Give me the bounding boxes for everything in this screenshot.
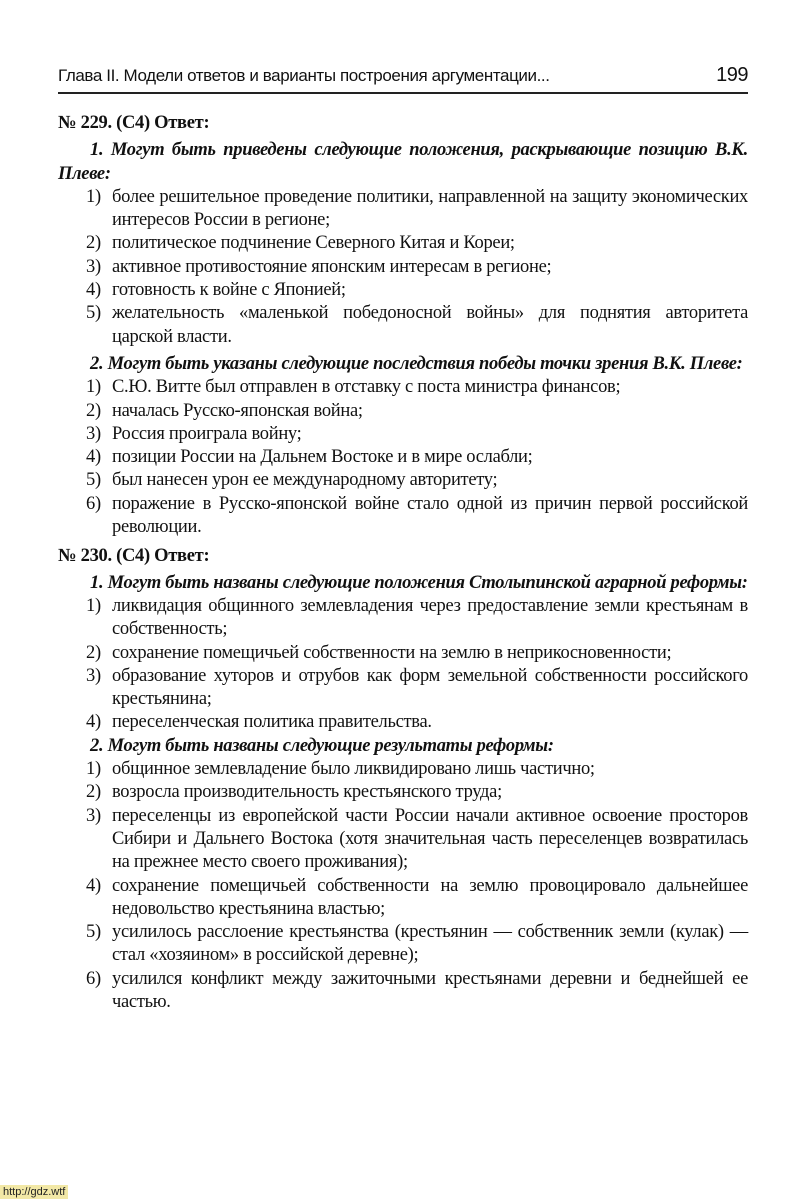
list-item-number: 5) <box>86 922 101 943</box>
list-item-number: 6) <box>86 493 101 514</box>
list-item-number: 2) <box>86 642 101 663</box>
list-item-number: 1) <box>86 377 101 398</box>
list-item-text: позиции России на Дальнем Востоке и в мире ослабли; <box>112 447 533 468</box>
list-item <box>58 711 748 734</box>
list-item-number: 3) <box>86 805 101 826</box>
list-item <box>58 376 748 399</box>
list-item-number: 3) <box>86 256 101 277</box>
chapter-title: Глава II. Модели ответов и варианты построения аргументации... <box>58 66 550 85</box>
list-item-text: сохранение помещичьей собственности на землю в неприкосновенности; <box>112 642 672 663</box>
list-item-number: 1) <box>86 595 101 616</box>
list-item <box>58 302 748 349</box>
list-item-text: переселенческая политика правительства. <box>112 712 432 733</box>
list-item-text: готовность к войне с Японией; <box>112 280 346 301</box>
list-item <box>58 758 748 781</box>
list-item <box>58 781 748 804</box>
list-item-text: Россия проиграла войну; <box>112 423 302 444</box>
part-intro: 2. Могут быть названы следующие результаты реформы: <box>90 735 554 756</box>
list-item-number: 3) <box>86 423 101 444</box>
list-item-text: политическое подчинение Северного Китая и Кореи; <box>112 233 515 254</box>
section-title: № 230. (С4) Ответ: <box>58 546 210 567</box>
list-item <box>58 875 748 922</box>
list-item <box>58 595 748 642</box>
list-item-number: 2) <box>86 233 101 254</box>
page-header <box>58 64 748 94</box>
list-item-text: общинное землевладение было ликвидировано лишь частично; <box>112 759 595 780</box>
answer-list <box>58 758 748 1014</box>
list-item-number: 4) <box>86 875 101 896</box>
list-item-text: переселенцы из европейской части России начали активное освоение просторов Сибири и Дальнего Востока (хотя значительная часть переселенцев возвратилась на прежнее место своего проживания); <box>112 805 748 873</box>
section-title: № 229. (С4) Ответ: <box>58 113 210 133</box>
part-intro: 1. Могут быть названы следующие положения Столыпинской аграрной реформы: <box>90 572 748 593</box>
answer-list <box>58 186 748 349</box>
list-item-number: 6) <box>86 968 101 989</box>
list-item-text: ликвидация общинного землевладения через предоставление земли крестьянам в собственность; <box>112 595 748 640</box>
list-item <box>58 256 748 279</box>
list-item <box>58 423 748 446</box>
part-intro: 1. Могут быть приведены следующие положения, раскрывающие позицию В.К. Плеве: <box>58 140 748 184</box>
list-item <box>58 446 748 469</box>
list-item-number: 3) <box>86 665 101 686</box>
answer-list <box>58 595 748 735</box>
list-item <box>58 232 748 255</box>
list-item-number: 4) <box>86 280 101 301</box>
list-item <box>58 186 748 233</box>
list-item <box>58 400 748 423</box>
list-item <box>58 921 748 968</box>
list-item-number: 5) <box>86 470 101 491</box>
list-item-text: желательность «маленькой победоносной войны» для поднятия авторитета царской власти. <box>112 303 748 347</box>
answer-list <box>58 376 748 539</box>
list-item-text: началась Русско-японская война; <box>112 400 363 421</box>
list-item <box>58 279 748 302</box>
list-item-text: усилился конфликт между зажиточными крестьянами деревни и беднейшей ее частью. <box>112 968 748 1012</box>
list-item-number: 2) <box>86 400 101 421</box>
list-item-number: 4) <box>86 712 101 733</box>
list-item-number: 1) <box>86 186 101 207</box>
list-item-text: активное противостояние японским интересам в регионе; <box>112 256 552 277</box>
list-item-number: 4) <box>86 447 101 468</box>
list-item-text: более решительное проведение политики, направленной на защиту экономических интересов России в регионе; <box>112 186 748 231</box>
list-item <box>58 642 748 665</box>
list-item <box>58 968 748 1015</box>
list-item-text: поражение в Русско-японской войне стало одной из причин первой российской революции. <box>112 493 748 538</box>
list-item-number: 1) <box>86 759 101 780</box>
part-intro: 2. Могут быть указаны следующие последствия победы точки зрения В.К. Плеве: <box>90 353 743 374</box>
page-number: 199 <box>716 64 748 86</box>
list-item <box>58 493 748 540</box>
list-item-text: усилилось расслоение крестьянства (крестьянин — собственник земли (кулак) — стал «хозяином» в российской деревне); <box>112 922 748 966</box>
source-link[interactable]: http://gdz.wtf <box>0 1185 68 1199</box>
list-item-text: образование хуторов и отрубов как форм земельной собственности российского крестьянина; <box>112 665 748 710</box>
list-item-text: С.Ю. Витте был отправлен в отставку с поста министра финансов; <box>112 377 621 398</box>
list-item-text: возросла производительность крестьянского труда; <box>112 782 502 803</box>
list-item <box>58 469 748 492</box>
list-item <box>58 665 748 712</box>
list-item-number: 2) <box>86 782 101 803</box>
list-item <box>58 805 748 875</box>
list-item-number: 5) <box>86 303 101 324</box>
page-content <box>58 110 748 1014</box>
list-item-text: был нанесен урон ее международному авторитету; <box>112 470 498 491</box>
list-item-text: сохранение помещичьей собственности на землю провоцировало дальнейшее недовольство крестьянина властью; <box>112 875 748 919</box>
